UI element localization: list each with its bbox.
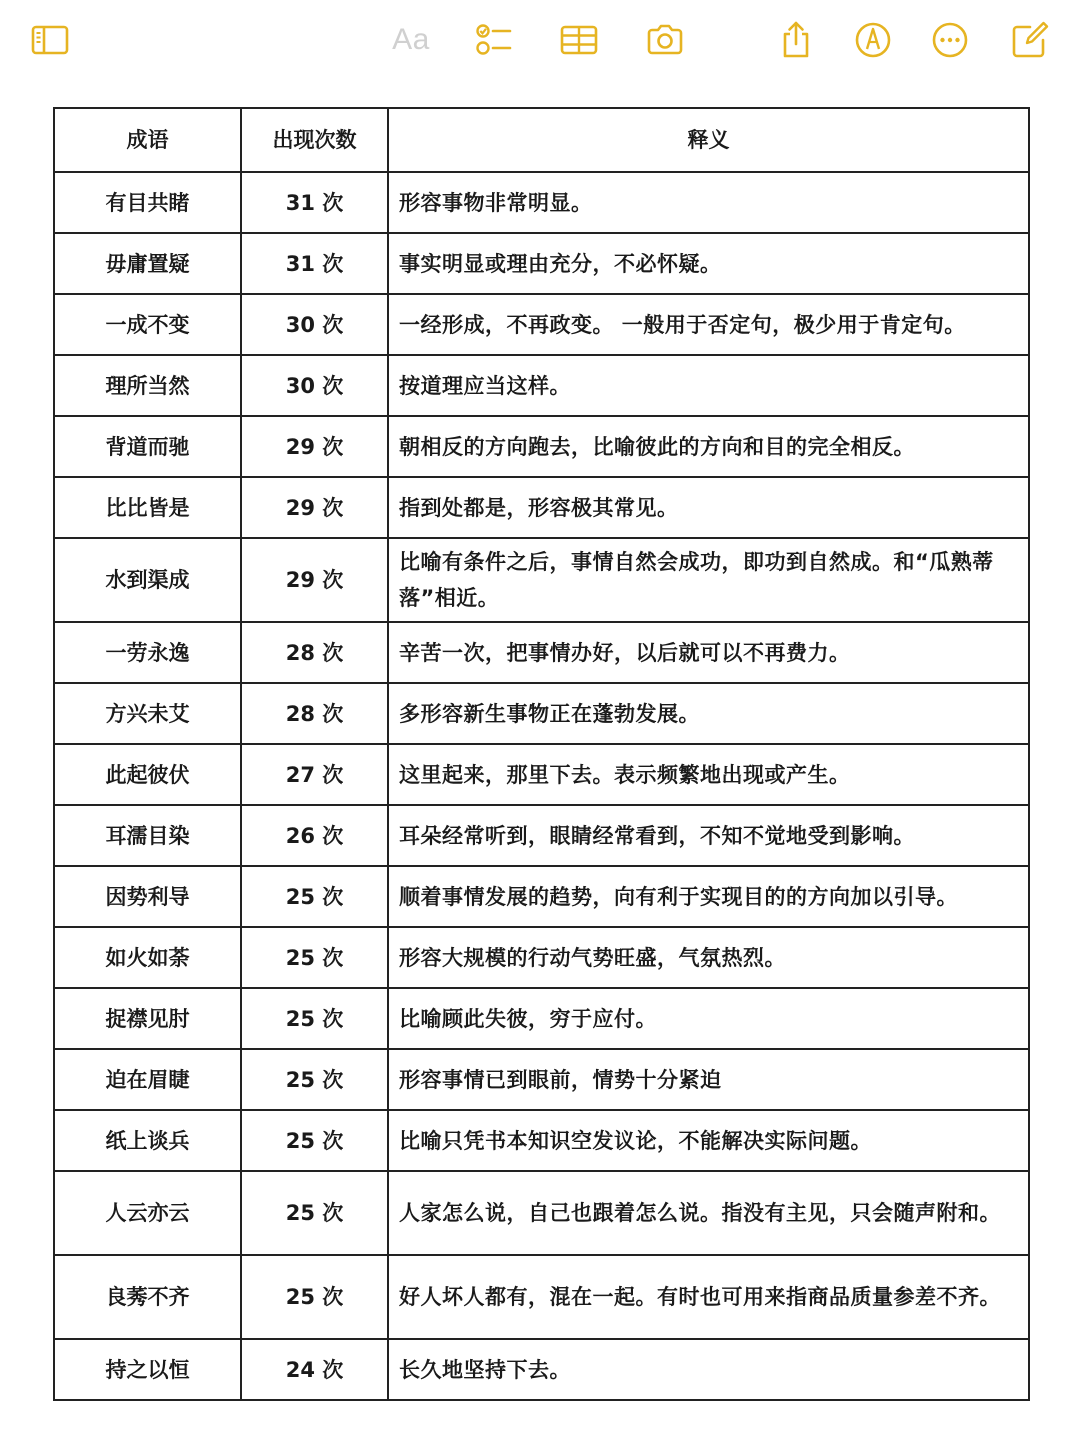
meaning-cell: 这里起来，那里下去。表示频繁地出现或产生。: [388, 744, 1029, 805]
header-idiom: 成语: [54, 108, 241, 172]
count-cell: 28 次: [241, 622, 388, 683]
meaning-cell: 辛苦一次，把事情办好，以后就可以不再费力。: [388, 622, 1029, 683]
table-button[interactable]: [557, 18, 601, 62]
count-cell: 25 次: [241, 1171, 388, 1255]
count-cell: 27 次: [241, 744, 388, 805]
idiom-cell: 一劳永逸: [54, 622, 241, 683]
idiom-cell: 背道而驰: [54, 416, 241, 477]
count-cell: 24 次: [241, 1339, 388, 1400]
idiom-cell: 一成不变: [54, 294, 241, 355]
idiom-cell: 持之以恒: [54, 1339, 241, 1400]
count-cell: 28 次: [241, 683, 388, 744]
table-row: [54, 172, 1029, 233]
idiom-table: [53, 107, 1030, 1401]
table-row: [54, 294, 1029, 355]
meaning-cell: 顺着事情发展的趋势，向有利于实现目的的方向加以引导。: [388, 866, 1029, 927]
meaning-cell: 事实明显或理由充分，不必怀疑。: [388, 233, 1029, 294]
meaning-cell: 耳朵经常听到，眼睛经常看到，不知不觉地受到影响。: [388, 805, 1029, 866]
meaning-cell: 好人坏人都有，混在一起。有时也可用来指商品质量参差不齐。: [388, 1255, 1029, 1339]
more-button[interactable]: [928, 18, 972, 62]
format-label: Aa: [392, 23, 430, 56]
table-row: [54, 1049, 1029, 1110]
meaning-cell: 一经形成，不再政变。 一般用于否定句，极少用于肯定句。: [388, 294, 1029, 355]
count-cell: 31 次: [241, 233, 388, 294]
toolbar: [0, 0, 1080, 80]
idiom-cell: 良莠不齐: [54, 1255, 241, 1339]
meaning-cell: 比喻顾此失彼，穷于应付。: [388, 988, 1029, 1049]
idiom-cell: 有目共睹: [54, 172, 241, 233]
camera-button[interactable]: [643, 18, 687, 62]
meaning-cell: 形容大规模的行动气势旺盛，气氛热烈。: [388, 927, 1029, 988]
idiom-cell: 捉襟见肘: [54, 988, 241, 1049]
idiom-cell: 理所当然: [54, 355, 241, 416]
table-header-row: [54, 108, 1029, 172]
table-row: [54, 1171, 1029, 1255]
meaning-cell: 按道理应当这样。: [388, 355, 1029, 416]
idiom-cell: 迫在眉睫: [54, 1049, 241, 1110]
camera-icon: [645, 20, 685, 60]
table-row: [54, 683, 1029, 744]
table-row: [54, 1110, 1029, 1171]
count-cell: 25 次: [241, 1110, 388, 1171]
count-cell: 29 次: [241, 477, 388, 538]
header-count: 出现次数: [241, 108, 388, 172]
compose-button[interactable]: [1008, 18, 1052, 62]
meaning-cell: 多形容新生事物正在蓬勃发展。: [388, 683, 1029, 744]
share-icon: [776, 20, 816, 60]
count-cell: 31 次: [241, 172, 388, 233]
share-button[interactable]: [774, 18, 818, 62]
meaning-cell: 人家怎么说，自己也跟着怎么说。指没有主见，只会随声附和。: [388, 1171, 1029, 1255]
idiom-cell: 如火如荼: [54, 927, 241, 988]
more-icon: [930, 20, 970, 60]
table-row: [54, 927, 1029, 988]
idiom-cell: 方兴未艾: [54, 683, 241, 744]
table-row: [54, 1339, 1029, 1400]
table-row: [54, 355, 1029, 416]
meaning-cell: 形容事物非常明显。: [388, 172, 1029, 233]
table-row: [54, 477, 1029, 538]
count-cell: 30 次: [241, 294, 388, 355]
table-row: [54, 805, 1029, 866]
idiom-cell: 因势利导: [54, 866, 241, 927]
table-row: [54, 538, 1029, 622]
compose-icon: [1010, 20, 1050, 60]
table-row: [54, 622, 1029, 683]
meaning-cell: 长久地坚持下去。: [388, 1339, 1029, 1400]
count-cell: 26 次: [241, 805, 388, 866]
idiom-cell: 纸上谈兵: [54, 1110, 241, 1171]
checklist-button[interactable]: [472, 18, 516, 62]
markup-button[interactable]: [851, 18, 895, 62]
count-cell: 30 次: [241, 355, 388, 416]
idiom-cell: 水到渠成: [54, 538, 241, 622]
meaning-cell: 指到处都是，形容极其常见。: [388, 477, 1029, 538]
table-row: [54, 988, 1029, 1049]
count-cell: 25 次: [241, 927, 388, 988]
count-cell: 29 次: [241, 538, 388, 622]
meaning-cell: 比喻有条件之后，事情自然会成功，即功到自然成。和“瓜熟蒂落”相近。: [388, 538, 1029, 622]
idiom-cell: 比比皆是: [54, 477, 241, 538]
count-cell: 25 次: [241, 1255, 388, 1339]
markup-icon: [853, 20, 893, 60]
table-row: [54, 1255, 1029, 1339]
checklist-icon: [474, 20, 514, 60]
count-cell: 25 次: [241, 1049, 388, 1110]
idiom-cell: 此起彼伏: [54, 744, 241, 805]
table-row: [54, 416, 1029, 477]
meaning-cell: 朝相反的方向跑去，比喻彼此的方向和目的完全相反。: [388, 416, 1029, 477]
table-row: [54, 744, 1029, 805]
count-cell: 25 次: [241, 866, 388, 927]
idiom-cell: 人云亦云: [54, 1171, 241, 1255]
table-icon: [559, 20, 599, 60]
count-cell: 25 次: [241, 988, 388, 1049]
table-row: [54, 233, 1029, 294]
count-cell: 29 次: [241, 416, 388, 477]
header-meaning: 释义: [388, 108, 1029, 172]
sidebar-icon: [30, 20, 70, 60]
idiom-table-container: [53, 107, 1028, 1401]
meaning-cell: 比喻只凭书本知识空发议论，不能解决实际问题。: [388, 1110, 1029, 1171]
idiom-cell: 毋庸置疑: [54, 233, 241, 294]
format-button[interactable]: [388, 18, 434, 62]
idiom-cell: 耳濡目染: [54, 805, 241, 866]
meaning-cell: 形容事情已到眼前，情势十分紧迫: [388, 1049, 1029, 1110]
sidebar-toggle-button[interactable]: [28, 18, 72, 62]
table-row: [54, 866, 1029, 927]
